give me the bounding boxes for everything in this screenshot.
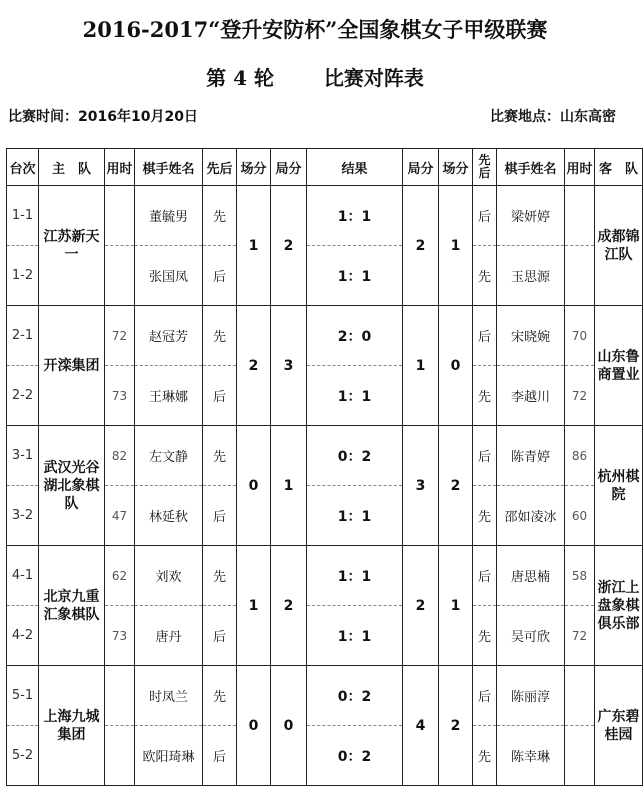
home-game-points: 3 <box>271 306 307 426</box>
col-result: 结果 <box>307 149 403 186</box>
board-number: 1-2 <box>7 246 39 306</box>
board-number: 3-1 <box>7 426 39 486</box>
away-player: 陈丽淳 <box>497 666 565 726</box>
page-title: 2016-2017“登升安防杯”全国象棋女子甲级联赛 <box>82 17 548 42</box>
away-order: 先 <box>473 726 497 786</box>
home-match-points: 0 <box>237 426 271 546</box>
table-row <box>7 426 643 486</box>
away-order: 先 <box>473 246 497 306</box>
col-home-team: 主 队 <box>39 149 105 186</box>
home-order: 后 <box>203 726 237 786</box>
home-game-points: 1 <box>271 426 307 546</box>
game-result: 2：0 <box>307 306 403 366</box>
away-match-points: 2 <box>439 666 473 786</box>
home-player: 董毓男 <box>135 186 203 246</box>
away-team: 成都锦江队 <box>595 186 643 306</box>
match-place: 比赛地点：山东高密 <box>490 109 616 125</box>
away-team: 杭州棋院 <box>595 426 643 546</box>
table-row <box>7 546 643 606</box>
away-time: 58 <box>565 546 595 606</box>
away-player: 陈幸琳 <box>497 726 565 786</box>
away-player: 唐思楠 <box>497 546 565 606</box>
away-team: 山东鲁商置业 <box>595 306 643 426</box>
away-time: 72 <box>565 606 595 666</box>
home-player: 张国凤 <box>135 246 203 306</box>
home-match-points: 1 <box>237 186 271 306</box>
col-away-game-pts: 局分 <box>403 149 439 186</box>
game-result: 1：1 <box>307 486 403 546</box>
away-time <box>565 726 595 786</box>
game-result: 0：2 <box>307 726 403 786</box>
table-row <box>7 306 643 366</box>
schedule-label: 比赛对阵表 <box>323 66 424 90</box>
away-time: 86 <box>565 426 595 486</box>
home-order: 先 <box>203 666 237 726</box>
col-home-order: 先后 <box>203 149 237 186</box>
home-team: 江苏新天一 <box>39 186 105 306</box>
home-order: 后 <box>203 606 237 666</box>
home-order: 后 <box>203 366 237 426</box>
away-time <box>565 246 595 306</box>
home-order: 先 <box>203 186 237 246</box>
away-game-points: 2 <box>403 186 439 306</box>
home-player: 唐丹 <box>135 606 203 666</box>
board-number: 1-1 <box>7 186 39 246</box>
away-time <box>565 186 595 246</box>
home-time: 72 <box>105 306 135 366</box>
away-player: 邵如凌冰 <box>497 486 565 546</box>
home-player: 左文静 <box>135 426 203 486</box>
round-label: 第 4 轮 <box>206 66 274 90</box>
away-team: 广东碧桂园 <box>595 666 643 786</box>
home-time: 47 <box>105 486 135 546</box>
away-order: 先 <box>473 366 497 426</box>
away-order: 后 <box>473 426 497 486</box>
col-away-match-pts: 场分 <box>439 149 473 186</box>
home-time: 62 <box>105 546 135 606</box>
board-number: 2-1 <box>7 306 39 366</box>
col-home-match-pts: 场分 <box>237 149 271 186</box>
home-time: 73 <box>105 606 135 666</box>
game-result: 0：2 <box>307 666 403 726</box>
home-time <box>105 186 135 246</box>
away-game-points: 4 <box>403 666 439 786</box>
away-time: 72 <box>565 366 595 426</box>
home-player: 时凤兰 <box>135 666 203 726</box>
board-number: 5-1 <box>7 666 39 726</box>
round-subtitle <box>0 62 630 91</box>
table-row <box>7 186 643 246</box>
col-away-team: 客 队 <box>595 149 643 186</box>
home-team: 开滦集团 <box>39 306 105 426</box>
home-order: 先 <box>203 426 237 486</box>
pairing-table <box>6 148 643 786</box>
match-time: 比赛时间：2016年10月20日 <box>8 109 198 125</box>
game-result: 1：1 <box>307 606 403 666</box>
away-order: 先 <box>473 486 497 546</box>
col-home-player: 棋手姓名 <box>135 149 203 186</box>
col-board: 台次 <box>7 149 39 186</box>
away-order: 先 <box>473 606 497 666</box>
away-time: 70 <box>565 306 595 366</box>
game-result: 0：2 <box>307 426 403 486</box>
home-order: 先 <box>203 306 237 366</box>
home-player: 赵冠芳 <box>135 306 203 366</box>
away-game-points: 3 <box>403 426 439 546</box>
board-number: 4-2 <box>7 606 39 666</box>
away-player: 玉思源 <box>497 246 565 306</box>
board-number: 3-2 <box>7 486 39 546</box>
game-result: 1：1 <box>307 366 403 426</box>
col-away-player: 棋手姓名 <box>497 149 565 186</box>
away-player: 宋晓婉 <box>497 306 565 366</box>
home-order: 先 <box>203 546 237 606</box>
away-player: 吴可欣 <box>497 606 565 666</box>
away-game-points: 2 <box>403 546 439 666</box>
away-time <box>565 666 595 726</box>
away-order: 后 <box>473 306 497 366</box>
home-order: 后 <box>203 246 237 306</box>
game-result: 1：1 <box>307 246 403 306</box>
away-order: 后 <box>473 186 497 246</box>
home-player: 林延秋 <box>135 486 203 546</box>
home-time <box>105 726 135 786</box>
header-row <box>7 149 643 186</box>
home-player: 欧阳琦琳 <box>135 726 203 786</box>
home-player: 刘欢 <box>135 546 203 606</box>
home-match-points: 2 <box>237 306 271 426</box>
home-game-points: 2 <box>271 186 307 306</box>
col-away-order: 先后 <box>473 149 497 186</box>
away-match-points: 1 <box>439 546 473 666</box>
home-match-points: 0 <box>237 666 271 786</box>
away-match-points: 1 <box>439 186 473 306</box>
board-number: 5-2 <box>7 726 39 786</box>
away-order: 后 <box>473 546 497 606</box>
away-team: 浙江上盘象棋俱乐部 <box>595 546 643 666</box>
home-team: 北京九重汇象棋队 <box>39 546 105 666</box>
away-player: 李越川 <box>497 366 565 426</box>
board-number: 2-2 <box>7 366 39 426</box>
away-match-points: 0 <box>439 306 473 426</box>
away-player: 陈青婷 <box>497 426 565 486</box>
home-order: 后 <box>203 486 237 546</box>
home-team: 上海九城集团 <box>39 666 105 786</box>
away-time: 60 <box>565 486 595 546</box>
table-row <box>7 666 643 726</box>
game-result: 1：1 <box>307 186 403 246</box>
home-game-points: 2 <box>271 546 307 666</box>
col-away-time: 用时 <box>565 149 595 186</box>
away-order: 后 <box>473 666 497 726</box>
away-game-points: 1 <box>403 306 439 426</box>
game-result: 1：1 <box>307 546 403 606</box>
home-time <box>105 666 135 726</box>
away-match-points: 2 <box>439 426 473 546</box>
home-time: 73 <box>105 366 135 426</box>
home-match-points: 1 <box>237 546 271 666</box>
board-number: 4-1 <box>7 546 39 606</box>
home-player: 王琳娜 <box>135 366 203 426</box>
home-team: 武汉光谷湖北象棋队 <box>39 426 105 546</box>
home-time: 82 <box>105 426 135 486</box>
home-time <box>105 246 135 306</box>
col-home-time: 用时 <box>105 149 135 186</box>
home-game-points: 0 <box>271 666 307 786</box>
col-home-game-pts: 局分 <box>271 149 307 186</box>
away-player: 梁妍婷 <box>497 186 565 246</box>
